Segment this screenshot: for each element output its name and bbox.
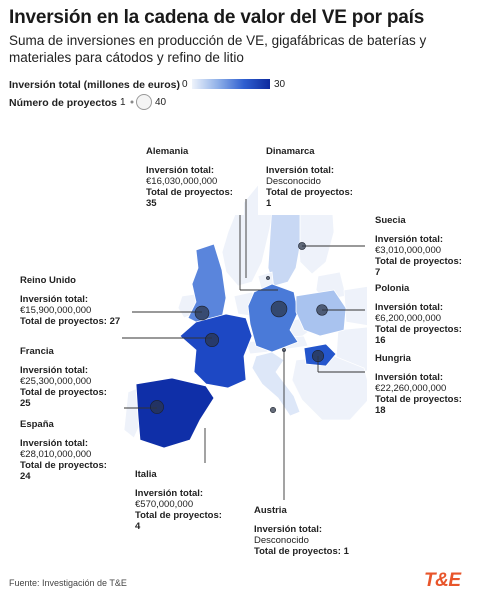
info-box-hungria: Hungria Inversión total: €22,260,000,000 Total de proyectos: 18 xyxy=(367,348,475,422)
investment-value: €3,010,000,000 xyxy=(375,245,442,256)
bubble-suecia xyxy=(298,242,305,249)
investment-value: €22,260,000,000 xyxy=(375,383,447,394)
investment-value: €570,000,000 xyxy=(135,499,194,510)
legend-investment-min: 0 xyxy=(182,79,188,90)
legend-projects-max: 40 xyxy=(155,97,167,108)
map-germany xyxy=(248,284,298,352)
info-box-suecia: Suecia Inversión total: €3,010,000,000 Total de proyectos: 7 xyxy=(367,210,475,284)
bubble-italia xyxy=(270,407,275,412)
info-box-alemania: Alemania Inversión total: €16,030,000,000 Total de proyectos: 35 xyxy=(138,141,244,215)
te-logo: T&E xyxy=(424,570,461,591)
investment-value: €16,030,000,000 xyxy=(146,176,218,187)
bubble-alemania xyxy=(271,301,287,317)
info-box-polonia: Polonia Inversión total: €6,200,000,000 Total de proyectos: 16 xyxy=(367,278,475,352)
bubble-austria xyxy=(282,348,285,351)
legend-projects-label: Número de proyectos xyxy=(9,97,117,109)
bubble-espana xyxy=(150,400,163,413)
investment-value: €28,010,000,000 xyxy=(20,449,92,460)
bubble-reino-unido xyxy=(195,306,209,320)
info-box-reino-unido: Reino Unido Inversión total: €15,900,000,000 Total de proyectos: 27 xyxy=(12,270,132,333)
legend-projects-min: 1 xyxy=(120,97,126,108)
map-france xyxy=(180,314,252,388)
source-footer: Fuente: Investigación de T&E xyxy=(9,578,127,588)
bubble-hungria xyxy=(312,350,323,361)
bubble-francia xyxy=(205,333,218,346)
chart-subtitle: Suma de inversiones en producción de VE, gigafábricas de baterías y materiales para cátodos y refino de litio xyxy=(9,33,427,65)
map-italy xyxy=(252,352,300,416)
investment-value: Desconocido xyxy=(266,176,321,187)
legend-investment-label: Inversión total (millones de euros) xyxy=(9,79,180,91)
map-spain xyxy=(136,378,214,448)
investment-value: €15,900,000,000 xyxy=(20,305,92,316)
legend-investment-max: 30 xyxy=(274,79,286,90)
info-box-espana: España Inversión total: €28,010,000,000 Total de proyectos: 24 xyxy=(12,414,124,488)
investment-value: €6,200,000,000 xyxy=(375,313,442,324)
investment-value: €25,300,000,000 xyxy=(20,376,92,387)
bubble-dinamarca xyxy=(266,276,269,279)
info-box-austria: Austria Inversión total: Desconocido Total de proyectos: 1 xyxy=(246,500,364,563)
bubble-polonia xyxy=(317,305,328,316)
info-box-dinamarca: Dinamarca Inversión total: Desconocido Total de proyectos: 1 xyxy=(258,141,366,215)
info-box-francia: Francia Inversión total: €25,300,000,000 Total de proyectos: 25 xyxy=(12,341,124,415)
info-box-italia: Italia Inversión total: €570,000,000 Total de proyectos: 4 xyxy=(127,464,237,538)
investment-value: Desconocido xyxy=(254,535,309,546)
chart-title: Inversión en la cadena de valor del VE por país xyxy=(9,7,425,28)
